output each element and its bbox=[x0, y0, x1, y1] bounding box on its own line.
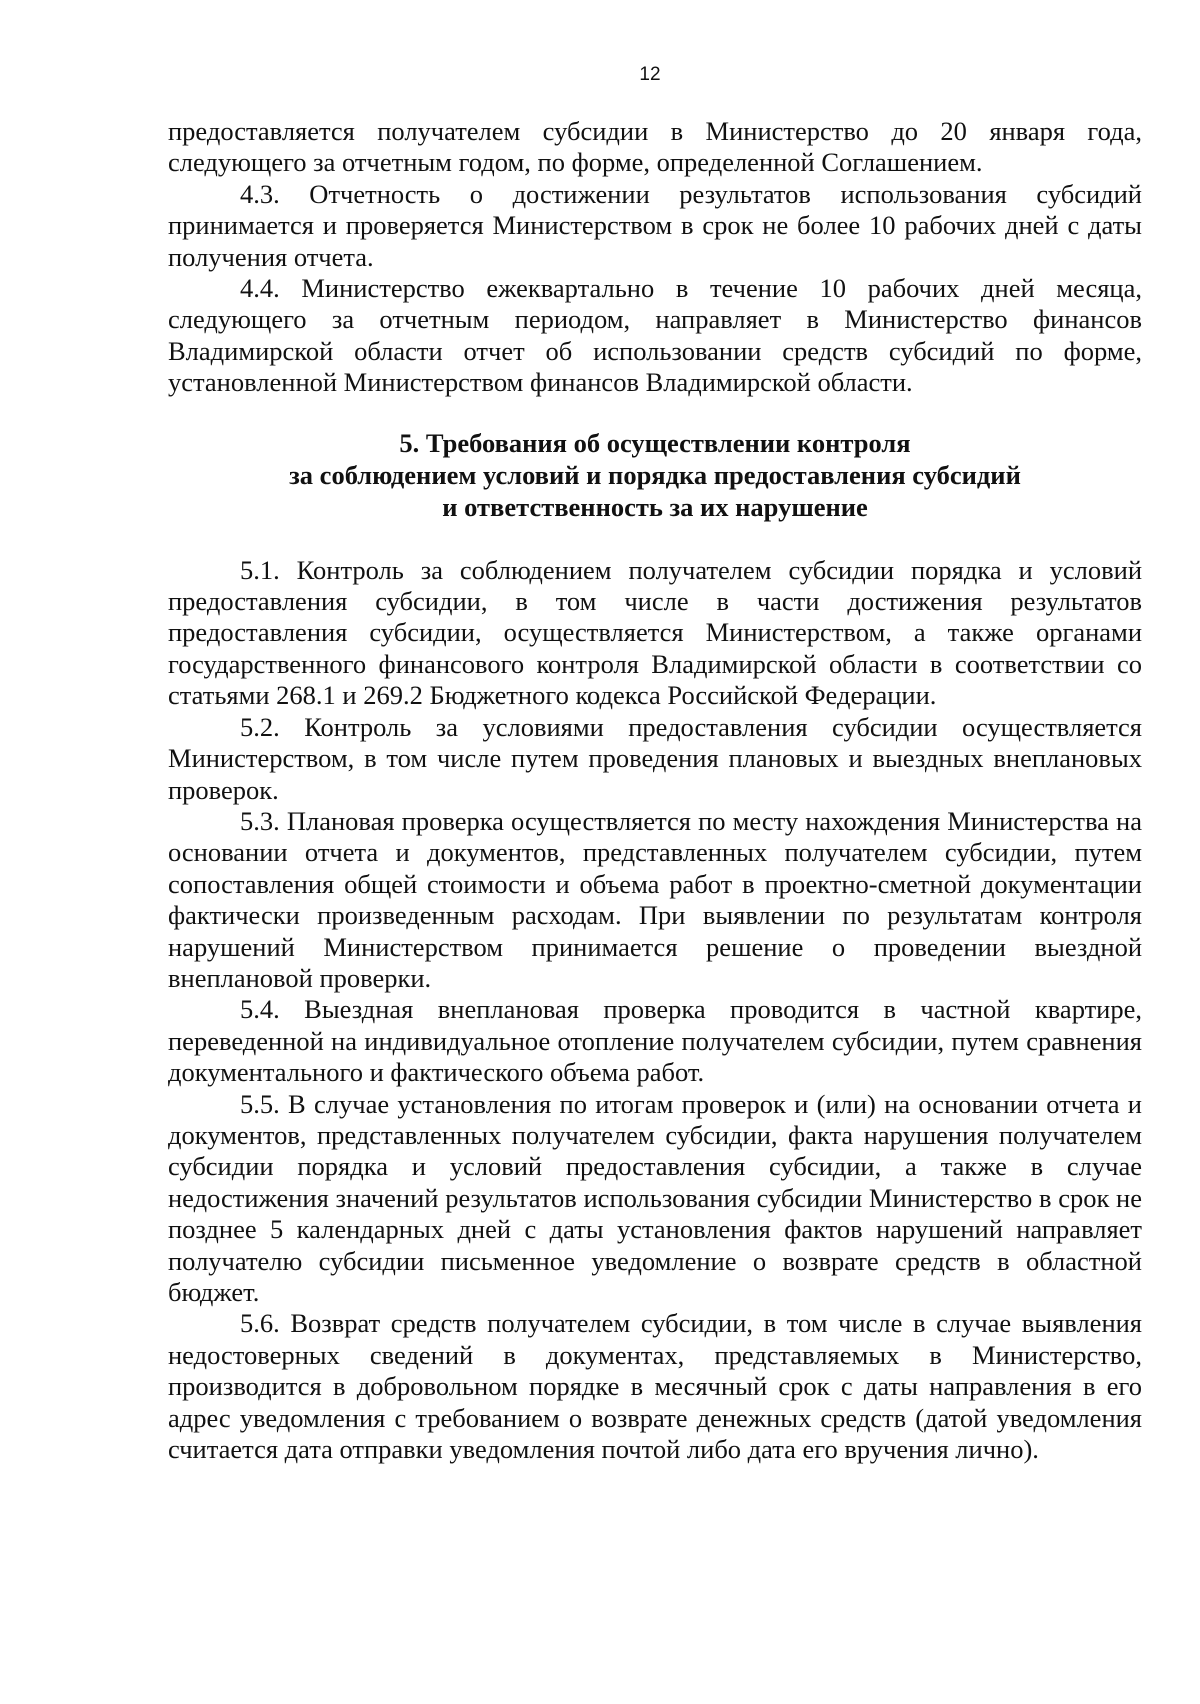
paragraph-5-6: 5.6. Возврат средств получателем субсидии, в том числе в случае выявления недостоверных сведений в документах, представляемых в Министерство, производится в добровольном порядке в месячный срок с даты направления в его адрес уведомления с требованием о возврате денежных средств (датой уведомления считается дата отправки уведомления почтой либо дата его вручения лично). bbox=[168, 1308, 1142, 1465]
paragraph-4-4: 4.4. Министерство ежеквартально в течение 10 рабочих дней месяца, следующего за отчетным периодом, направляет в Министерство финансов Владимирской области отчет об использовании средств субсидий по форме, установленной Министерством финансов Владимирской области. bbox=[168, 273, 1142, 398]
section-heading-line-1: 5. Требования об осуществлении контроля bbox=[399, 427, 911, 458]
page-number: 12 bbox=[639, 64, 661, 85]
section-heading bbox=[168, 427, 1142, 523]
paragraph-5-5: 5.5. В случае установления по итогам проверок и (или) на основании отчета и документов, представленных получателем субсидии, факта нарушения получателем субсидии порядка и условий предоставления субсидии, а также в случае недостижения значений результатов использования субсидии Министерство в срок не позднее 5 календарных дней с даты установления фактов нарушений направляет получателю субсидии письменное уведомление о возврате средств в областной бюджет. bbox=[168, 1088, 1142, 1307]
section-heading-line-2: за соблюдением условий и порядка предоставления субсидий bbox=[289, 459, 1021, 490]
section-heading-line-3: и ответственность за их нарушение bbox=[442, 491, 868, 522]
paragraph-5-2: 5.2. Контроль за условиями предоставления субсидии осуществляется Министерством, в том числе путем проведения плановых и выездных внеплановых проверок. bbox=[168, 711, 1142, 805]
paragraph-4-3: 4.3. Отчетность о достижении результатов использования субсидий принимается и проверяется Министерством в срок не более 10 рабочих дней с даты получения отчета. bbox=[168, 178, 1142, 272]
document-body bbox=[168, 116, 1142, 1465]
paragraph-5-1: 5.1. Контроль за соблюдением получателем субсидии порядка и условий предоставления субсидии, в том числе в части достижения результатов предоставления субсидии, осуществляется Министерством, а также органами государственного финансового контроля Владимирской области в соответствии со статьями 268.1 и 269.2 Бюджетного кодекса Российской Федерации. bbox=[168, 554, 1142, 711]
paragraph-5-3: 5.3. Плановая проверка осуществляется по месту нахождения Министерства на основании отчета и документов, представленных получателем субсидии, путем сопоставления общей стоимости и объема работ в проектно-сметной документации фактически произведенным расходам. При выявлении по результатам контроля нарушений Министерством принимается решение о проведении выездной внеплановой проверки. bbox=[168, 805, 1142, 993]
paragraph-5-4: 5.4. Выездная внеплановая проверка проводится в частной квартире, переведенной на индивидуальное отопление получателем субсидии, путем сравнения документального и фактического объема работ. bbox=[168, 994, 1142, 1088]
paragraph-continuation: предоставляется получателем субсидии в Министерство до 20 января года, следующего за отчетным годом, по форме, определенной Соглашением. bbox=[168, 116, 1142, 178]
